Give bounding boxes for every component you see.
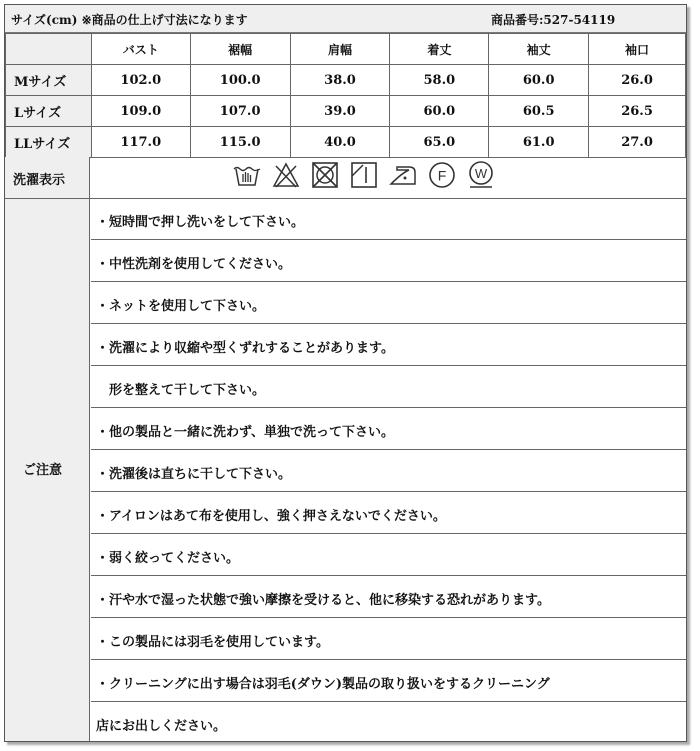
care-note: ・汗や水で湿った状態で強い摩擦を受けると、他に移染する恐れがあります。	[91, 577, 686, 618]
size-table	[5, 33, 686, 158]
size-care-sheet	[4, 4, 687, 742]
sheet-title: サイズ(cm) ※商品の仕上げ寸法になります	[11, 13, 248, 27]
care-note: 店にお出しください。	[96, 719, 227, 734]
size-row-m	[6, 65, 686, 96]
care-notes-section	[5, 199, 686, 741]
dry-clean-f-icon	[427, 160, 457, 190]
size-label: Lサイズ	[6, 96, 92, 127]
size-value: 60.5	[489, 96, 589, 127]
care-note: ・弱く絞ってください。	[91, 535, 686, 576]
size-row-l	[6, 96, 686, 127]
no-bleach-icon	[271, 160, 301, 190]
no-tumble-dry-icon	[310, 160, 340, 190]
size-value: 109.0	[91, 96, 190, 127]
size-value: 58.0	[390, 65, 489, 96]
wash-icons	[232, 160, 496, 194]
product-number: 商品番号:527-54119	[491, 13, 616, 27]
size-label: Mサイズ	[6, 65, 92, 96]
column-header: 袖口	[589, 34, 686, 65]
size-value: 38.0	[290, 65, 390, 96]
size-label: LLサイズ	[6, 127, 92, 158]
size-value: 117.0	[91, 127, 190, 158]
care-note: ・洗濯により収縮や型くずれすることがあります。	[91, 325, 686, 366]
care-note: ・中性洗剤を使用してください。	[91, 241, 686, 282]
size-table-header	[6, 34, 686, 65]
size-value: 65.0	[390, 127, 489, 158]
care-note: ・アイロンはあて布を使用し、強く押さえないでください。	[91, 493, 686, 534]
size-value: 115.0	[190, 127, 290, 158]
size-row-ll	[6, 127, 686, 158]
hand-wash-icon	[232, 160, 262, 190]
care-note: 形を整えて干して下さい。	[91, 367, 686, 408]
line-dry-shade-icon	[349, 160, 379, 190]
care-note: ・短時間で押し洗いをして下さい。	[91, 199, 686, 240]
size-value: 26.5	[589, 96, 686, 127]
care-note: ・ネットを使用して下さい。	[91, 283, 686, 324]
column-header: バスト	[91, 34, 190, 65]
column-header: 着丈	[390, 34, 489, 65]
care-note: ・クリーニングに出す場合は羽毛(ダウン)製品の取り扱いをするクリーニング	[91, 661, 686, 702]
care-note: ・この製品には羽毛を使用しています。	[91, 619, 686, 660]
dry-clean-letter: F	[437, 167, 447, 184]
wash-symbols-row	[5, 157, 686, 199]
care-label: ご注意	[23, 463, 63, 478]
size-value: 60.0	[390, 96, 489, 127]
care-note: ・洗濯後は直ちに干して下さい。	[91, 451, 686, 492]
column-header: 肩幅	[290, 34, 390, 65]
size-table-corner	[6, 34, 92, 65]
care-label-cell	[5, 199, 90, 741]
size-value: 27.0	[589, 127, 686, 158]
care-note: ・他の製品と一緒に洗わず、単独で洗って下さい。	[91, 409, 686, 450]
column-header: 袖丈	[489, 34, 589, 65]
size-value: 100.0	[190, 65, 290, 96]
size-value: 60.0	[489, 65, 589, 96]
iron-low-icon	[388, 160, 418, 190]
wet-clean-w-icon	[466, 160, 496, 190]
size-value: 40.0	[290, 127, 390, 158]
sheet-header	[5, 5, 686, 33]
column-header: 裾幅	[190, 34, 290, 65]
size-value: 102.0	[91, 65, 190, 96]
size-value: 39.0	[290, 96, 390, 127]
size-value: 107.0	[190, 96, 290, 127]
size-value: 26.0	[589, 65, 686, 96]
size-value: 61.0	[489, 127, 589, 158]
wet-clean-letter: W	[474, 166, 488, 181]
wash-label: 洗濯表示	[5, 157, 90, 198]
